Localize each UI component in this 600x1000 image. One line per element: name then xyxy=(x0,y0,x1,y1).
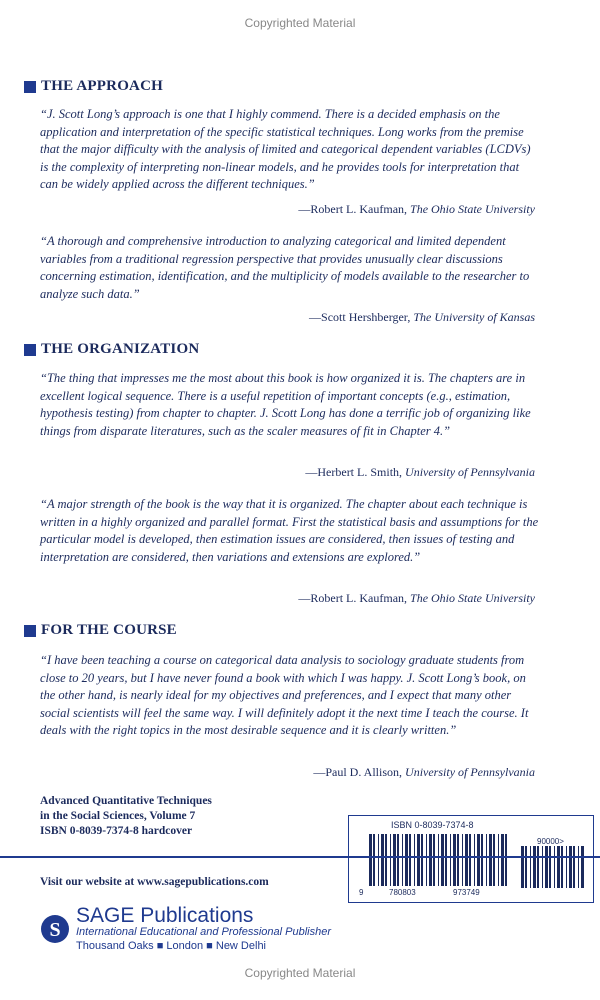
barcode-bar xyxy=(554,846,555,888)
barcode-bar xyxy=(578,846,579,888)
barcode-bar xyxy=(414,834,415,886)
publisher-cities: Thousand Oaks ■ London ■ New Delhi xyxy=(76,940,267,952)
barcode-digit-first: 9 xyxy=(359,888,364,897)
barcode-price-code: 90000> xyxy=(537,837,564,846)
section-heading-approach xyxy=(24,78,163,95)
quote-affiliation: The University of Kansas xyxy=(413,310,535,324)
quote-affiliation: The Ohio State University xyxy=(410,591,535,605)
quote-author: —Paul D. Allison, xyxy=(313,765,403,779)
barcode-bar xyxy=(486,834,487,886)
copyright-watermark-top: Copyrighted Material xyxy=(244,16,356,30)
barcode-bar xyxy=(405,834,408,886)
barcode-bar xyxy=(533,846,536,888)
quote-text: “A major strength of the book is the way that it is organized. The chapter about each technique is written in a highly organized and parallel format. First the statistical basis and assumptions for the particular model is developed, then estimation issues are considered, then issues of testing and interpretation are considered, then variations and extensions are explored.” xyxy=(40,497,539,564)
barcode-bar xyxy=(566,846,567,888)
barcode-bar xyxy=(569,846,572,888)
barcode-bar xyxy=(581,846,584,888)
section-bullet-icon xyxy=(24,344,36,356)
barcode-bar xyxy=(397,834,399,886)
section-heading-text: THE APPROACH xyxy=(41,78,163,94)
barcode-bar xyxy=(525,846,527,888)
barcode-bar xyxy=(474,834,475,886)
barcode-isbn: ISBN 0-8039-7374-8 xyxy=(391,820,474,830)
section-bullet-icon xyxy=(24,81,36,93)
barcode-bar xyxy=(493,834,495,886)
series-isbn: ISBN 0-8039-7374-8 hardcover xyxy=(40,825,193,837)
quote-attribution xyxy=(298,591,535,606)
barcode-bar xyxy=(445,834,447,886)
barcode-bar xyxy=(390,834,391,886)
quote-affiliation: The Ohio State University xyxy=(410,202,535,216)
quote-affiliation: University of Pennsylvania xyxy=(405,765,535,779)
barcode-bar xyxy=(521,846,524,888)
quote-text: “The thing that impresses me the most about this book is how organized it is. The chapters are in excellent logical sequence. There is a useful repetition of important concepts (e.g., estimation, hypothesis testing) from chapter to chapter. J. Scott Long has done a terrific job of organizing like things from disparate literatures, such as the scaler measures of fit in Chapter 4.” xyxy=(40,371,531,438)
quote-author: —Herbert L. Smith, xyxy=(305,465,403,479)
quote-attribution xyxy=(309,310,535,325)
quote-attribution xyxy=(298,202,535,217)
barcode-bar xyxy=(369,834,372,886)
section-heading-text: THE ORGANIZATION xyxy=(41,341,200,357)
section-bullet-icon xyxy=(24,625,36,637)
section-heading-course xyxy=(24,622,177,639)
quote-author: —Robert L. Kaufman, xyxy=(298,202,408,216)
website-text: Visit our website at www.sagepublications.com xyxy=(40,876,269,888)
quote-attribution xyxy=(305,465,535,480)
sage-logo-icon xyxy=(40,908,70,950)
quote-affiliation: University of Pennsylvania xyxy=(405,465,535,479)
barcode-bar xyxy=(481,834,483,886)
barcode-bar xyxy=(421,834,423,886)
barcode-bar xyxy=(429,834,432,886)
series-title: Advanced Quantitative Techniques xyxy=(40,795,212,807)
barcode-bar xyxy=(501,834,504,886)
barcode-bar xyxy=(477,834,480,886)
series-info xyxy=(40,794,212,839)
barcode-bar xyxy=(561,846,563,888)
copyright-watermark-bottom: Copyrighted Material xyxy=(244,966,356,980)
barcode-bar xyxy=(462,834,463,886)
barcode-bar xyxy=(505,834,507,886)
barcode-bar xyxy=(441,834,444,886)
barcode-bar xyxy=(426,834,427,886)
barcode-bar xyxy=(465,834,468,886)
barcode-panel xyxy=(348,815,594,903)
barcode-bar xyxy=(498,834,499,886)
divider-rule xyxy=(0,856,600,858)
quote-text: “J. Scott Long’s approach is one that I highly commend. There is a decided emphasis on the application and interpretation of the specific statistical techniques. Long works from the premise that the major difficulty with the analysis of limited and categorical dependent variables (LCDVs) is the complexity of interpreting non-linear models, and he provides tools for interpretation that can be widely applied across the different techniques.” xyxy=(40,107,531,191)
series-volume: in the Social Sciences, Volume 7 xyxy=(40,810,196,822)
barcode-bar xyxy=(402,834,403,886)
barcode-bar xyxy=(409,834,411,886)
barcode-bar xyxy=(573,846,575,888)
barcode-bar xyxy=(537,846,539,888)
quote-text: “A thorough and comprehensive introduction to analyzing categorical and limited dependent variables from a traditional regression perspective that provides unusually clear discussions concerning estimation, identification, and the multiplicity of models available to the researcher to analyze such data.” xyxy=(40,234,530,301)
barcode-digits-right: 973749 xyxy=(453,888,480,897)
publisher-tagline: International Educational and Professional Publisher xyxy=(76,926,331,938)
barcode-bar xyxy=(453,834,456,886)
quote-author: —Scott Hershberger, xyxy=(309,310,411,324)
barcode-bar xyxy=(438,834,439,886)
barcode-bar xyxy=(378,834,379,886)
barcode-bar xyxy=(489,834,492,886)
svg-text:S: S xyxy=(49,919,61,941)
quote-text: “I have been teaching a course on categorical data analysis to sociology graduate students from close to 20 years, but I have never found a book with which I was happy. J. Scott Long’s book, on the other hand, is nearly ideal for my objectives and preferences, and I expect that many other social scientists will feel the same way. I will definitely adopt it the next time I teach the course. It deals with the right topics in the most desirable sequence and it is clearly written.” xyxy=(40,653,529,737)
barcode-bar xyxy=(393,834,396,886)
barcode-bar xyxy=(530,846,531,888)
section-heading-text: FOR THE COURSE xyxy=(41,622,177,638)
barcode-bar xyxy=(557,846,560,888)
publisher-text xyxy=(76,905,331,953)
barcode-bar xyxy=(385,834,387,886)
barcode-bar xyxy=(433,834,435,886)
barcode-bar xyxy=(542,846,543,888)
publisher-logo xyxy=(40,905,331,953)
barcode-bar xyxy=(457,834,459,886)
barcode-bar xyxy=(545,846,548,888)
barcode-bar xyxy=(373,834,375,886)
barcode-bar xyxy=(450,834,451,886)
barcode-bar xyxy=(469,834,471,886)
publisher-name: SAGE Publications xyxy=(76,904,254,927)
quote-attribution xyxy=(313,765,535,780)
barcode-digits-left: 780803 xyxy=(389,888,416,897)
section-heading-organization xyxy=(24,341,199,358)
barcode-bar xyxy=(549,846,551,888)
barcode-bar xyxy=(381,834,384,886)
quote-author: —Robert L. Kaufman, xyxy=(298,591,408,605)
barcode-bar xyxy=(417,834,420,886)
